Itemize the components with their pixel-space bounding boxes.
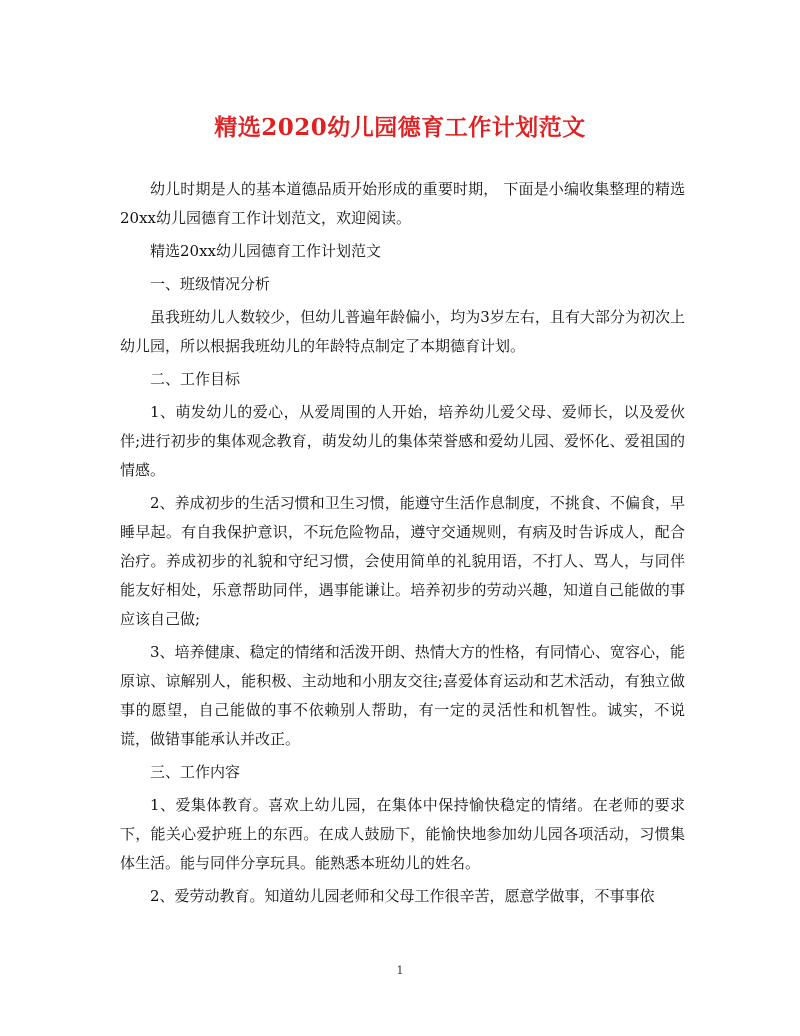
document-title: 精选2020幼儿园德育工作计划范文 [214, 114, 586, 141]
paragraph-goal-3: 3、培养健康、稳定的情绪和活泼开朗、热情大方的性格，有同情心、宽容心，能原谅、谅解别人，能积极、主动地和小朋友交往;喜爱体育运动和艺术活动，有独立做事的愿望，自己能做的事不依赖别人帮助，有一定的灵活性和机智性。诚实，不说谎，做错事能承认并改正。 [120, 643, 685, 748]
section-heading-goals: 二、工作目标 [150, 370, 241, 388]
page-number: 1 [396, 964, 404, 977]
paragraph-content-1: 1、爱集体教育。喜欢上幼儿园，在集体中保持愉快稳定的情绪。在老师的要求下，能关心爱护班上的东西。在成人鼓励下，能愉快地参加幼儿园各项活动，习惯集体生活。能与同伴分享玩具。能熟悉本班幼儿的姓名。 [120, 796, 685, 872]
paragraph-content-2: 2、爱劳动教育。知道幼儿园老师和父母工作很辛苦，愿意学做事，不事事依 [150, 887, 655, 905]
paragraph-goal-2: 2、养成初步的生活习惯和卫生习惯，能遵守生活作息制度，不挑食、不偏食，早睡早起。有自我保护意识，不玩危险物品，遵守交通规则，有病及时告诉成人，配合治疗。养成初步的礼貌和守纪习惯，会使用简单的礼貌用语，不打人、骂人，与同伴能友好相处，乐意帮助同伴，遇事能谦让。培养初步的劳动兴趣，知道自己能做的事应该自己做; [120, 494, 685, 628]
paragraph-intro: 幼儿时期是人的基本道德品质开始形成的重要时期， 下面是小编收集整理的精选20xx幼儿园德育工作计划范文，欢迎阅读。 [120, 180, 685, 227]
paragraph-class-analysis: 虽我班幼儿人数较少，但幼儿普遍年龄偏小，均为3岁左右，且有大部分为初次上幼儿园，所以根据我班幼儿的年龄特点制定了本期德育计划。 [120, 308, 685, 355]
document-body [120, 175, 685, 915]
paragraph-subtitle: 精选20xx幼儿园德育工作计划范文 [150, 242, 382, 260]
section-heading-class-analysis: 一、班级情况分析 [150, 275, 271, 293]
paragraph-goal-1: 1、萌发幼儿的爱心，从爱周围的人开始，培养幼儿爱父母、爱师长，以及爱伙伴;进行初步的集体观念教育，萌发幼儿的集体荣誉感和爱幼儿园、爱怀化、爱祖国的情感。 [120, 403, 685, 479]
section-heading-content: 三、工作内容 [150, 763, 241, 781]
